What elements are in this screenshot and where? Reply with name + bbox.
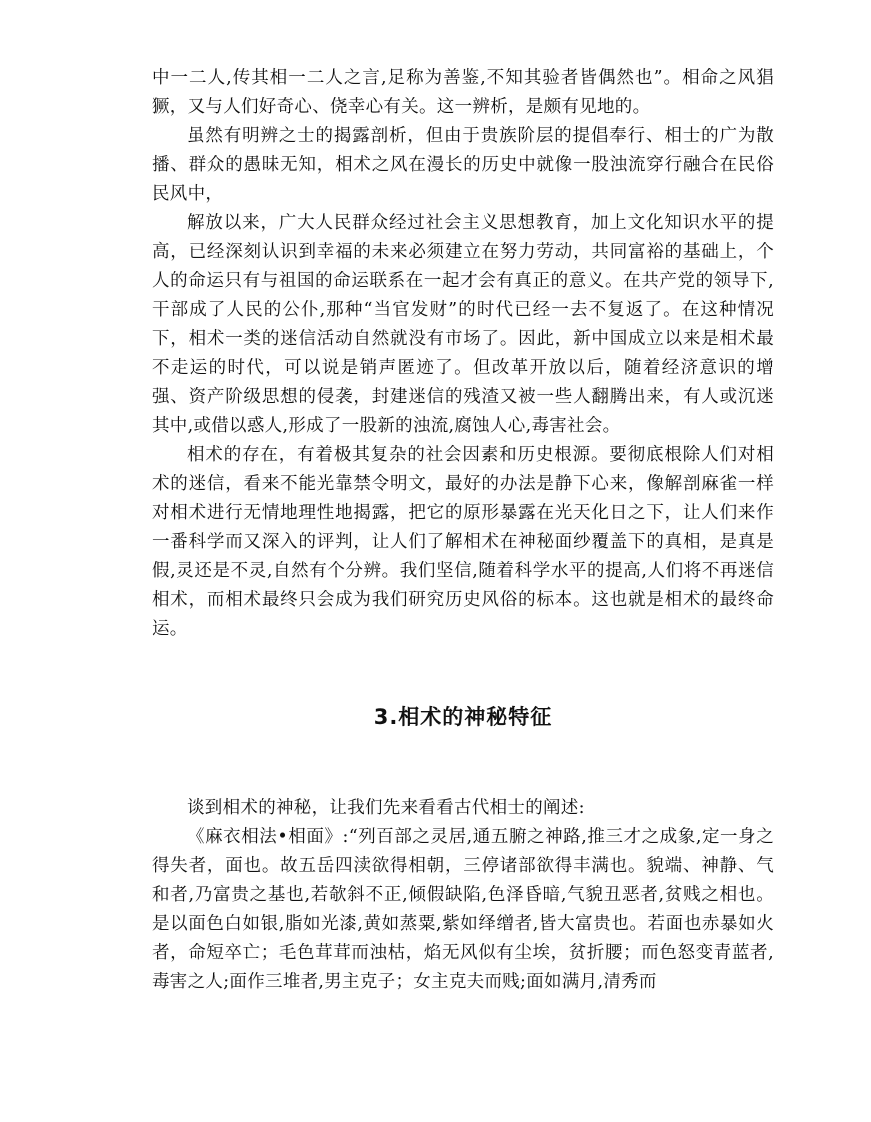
paragraph-5: 谈到相术的神秘，让我们先来看看古代相士的阐述:	[187, 798, 585, 818]
paragraph-2: 虽然有明辨之士的揭露剖析，但由于贵族阶层的提倡奉行、相士的广为散播、群众的愚昧无知，相术之风在漫长的历史中就像一股浊流穿行融合在民俗民风中，	[152, 126, 774, 204]
paragraph-3: 解放以来，广大人民群众经过社会主义思想教育，加上文化知识水平的提高，已经深刻认识到幸福的未来必须建立在努力劳动，共同富裕的基础上，个人的命运只有与祖国的命运联系在一起才会有真正的意义。在共产党的领导下,干部成了人民的公仆,那种“当官发财”的时代已经一去不复返了。在这种情况下，相术一类的迷信活动自然就没有市场了。因此，新中国成立以来是相术最不走运的时代，可以说是销声匿迹了。但改革开放以后，随着经济意识的增强、资产阶级思想的侵袭，封建迷信的残渣又被一些人翻腾出来，有人或沉迷其中,或借以惑人,形成了一股新的浊流,腐蚀人心,毒害社会。	[152, 213, 774, 436]
spacer	[152, 732, 774, 794]
paragraph-1: 中一二人,传其相一二人之言,足称为善鉴,不知其验者皆偶然也”。相命之风猖獗，又与人们好奇心、侥幸心有关。这一辨析，是颇有见地的。	[152, 68, 774, 117]
paragraph-6-quote: 《麻衣相法•相面》:“列百部之灵居,通五腑之神路,推三才之成象,定一身之得失者，面也。故五岳四渎欲得相朝，三停诸部欲得丰满也。貌端、神静、气和者,乃富贵之基也,若欹斜不正,倾假缺陷,色泽昏暗,气貌丑恶者,贫贱之相也。是以面色白如银,脂如光漆,黄如蒸粟,紫如绎缯者,皆大富贵也。若面也赤暴如火者，命短卒亡；毛色茸茸而浊枯，焰无风似有尘埃，贫折腰；而色怒变青蓝者,毒害之人;面作三堆者,男主克子；女主克夫而贱;面如满月,清秀而	[152, 827, 774, 992]
spacer	[152, 644, 774, 702]
document-page	[152, 64, 774, 997]
section-heading: 3.相术的神秘特征	[373, 705, 553, 729]
paragraph-4: 相术的存在，有着极其复杂的社会因素和历史根源。要彻底根除人们对相术的迷信，看来不能光靠禁令明文，最好的办法是静下心来，像解剖麻雀一样对相术进行无情地理性地揭露，把它的原形暴露在光天化日之下，让人们来作一番科学而又深入的评判，让人们了解相术在神秘面纱覆盖下的真相，是真是假,灵还是不灵,自然有个分辨。我们坚信,随着科学水平的提高,人们将不再迷信相术，而相术最终只会成为我们研究历史风俗的标本。这也就是相术的最终命运。	[152, 445, 774, 639]
